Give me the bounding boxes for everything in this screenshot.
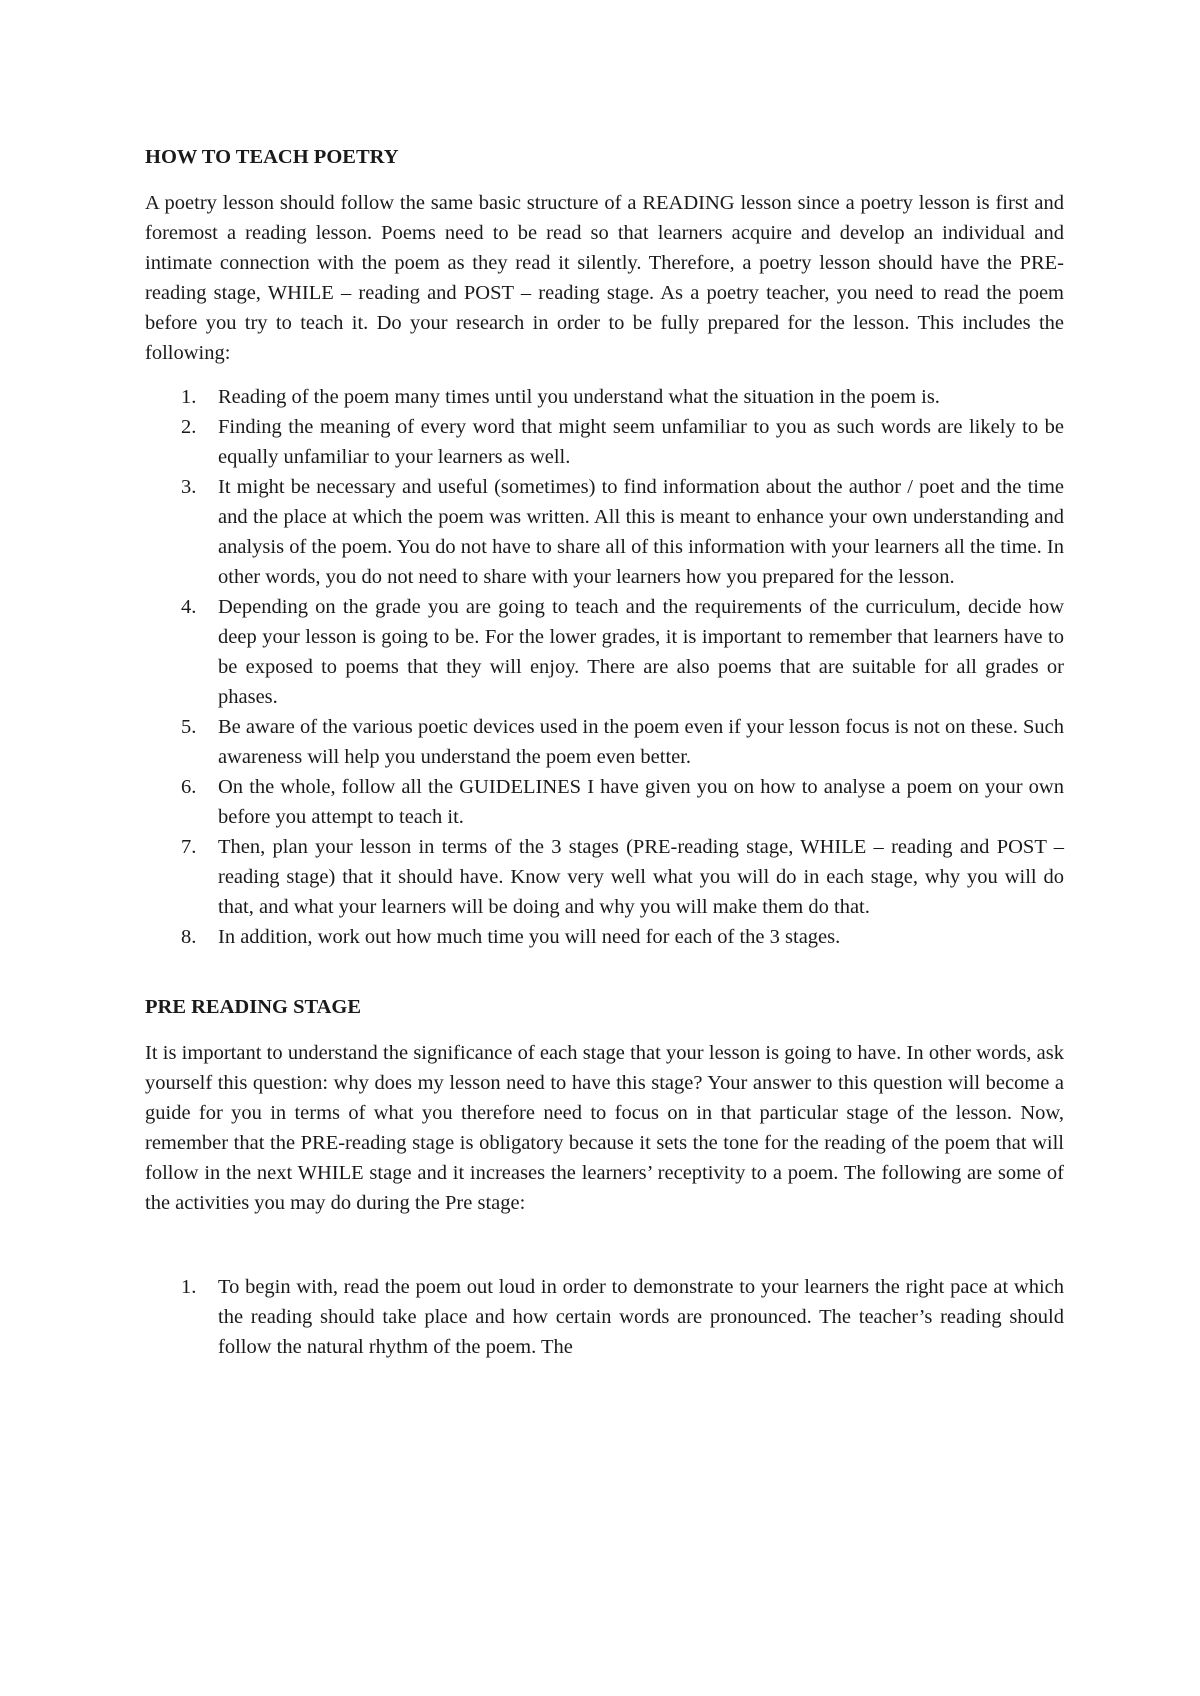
list-number: 7.: [181, 836, 197, 858]
page-title: HOW TO TEACH POETRY: [145, 146, 399, 168]
section-gap: [145, 952, 1064, 992]
list-item: [145, 412, 1064, 472]
list-item-text: To begin with, read the poem out loud in order to demonstrate to your learners the right pace at which the reading should take place and how certain words are pronounced. The teacher’s reading should follow the natural rhythm of the poem. The: [218, 1276, 1064, 1358]
section-heading: PRE READING STAGE: [145, 996, 362, 1018]
list-item-text: Be aware of the various poetic devices used in the poem even if your lesson focus is not on these. Such awareness will help you understand the poem even better.: [218, 716, 1064, 768]
list-item-text: It might be necessary and useful (sometimes) to find information about the author / poet and the time and the place at which the poem was written. All this is meant to enhance your own understanding and analysis of the poem. You do not have to share all of this information with your learners all the time. In other words, you do not need to share with your learners how you prepared for the lesson.: [218, 476, 1064, 588]
list-item: [145, 1272, 1064, 1362]
list-item: [145, 832, 1064, 922]
list-item: [145, 592, 1064, 712]
list-item-text: Reading of the poem many times until you understand what the situation in the poem is.: [218, 386, 940, 408]
pre-reading-paragraph: It is important to understand the significance of each stage that your lesson is going to have. In other words, ask yourself this question: why does my lesson need to have this stage? Your answer to this question will become a guide for you in terms of what you therefore need to focus on in that particular stage of the lesson. Now, remember that the PRE-reading stage is obligatory because it sets the tone for the reading of the poem that will follow in the next WHILE stage and it increases the learners’ receptivity to a poem. The following are some of the activities you may do during the Pre stage:: [145, 1042, 1064, 1214]
list-number: 8.: [181, 926, 197, 948]
list-item: [145, 712, 1064, 772]
list-item: [145, 472, 1064, 592]
list-number: 1.: [181, 1276, 197, 1298]
list-number: 5.: [181, 716, 197, 738]
list-item-text: On the whole, follow all the GUIDELINES I have given you on how to analyse a poem on your own before you attempt to teach it.: [218, 776, 1064, 828]
list-number: 3.: [181, 476, 197, 498]
list-item-text: Finding the meaning of every word that might seem unfamiliar to you as such words are likely to be equally unfamiliar to your learners as well.: [218, 416, 1064, 468]
list-number: 6.: [181, 776, 197, 798]
preparation-list: [145, 382, 1064, 952]
list-number: 2.: [181, 416, 197, 438]
list-item-text: Then, plan your lesson in terms of the 3 stages (PRE-reading stage, WHILE – reading and POST – reading stage) that it should have. Know very well what you will do in each stage, why you will do that, and what your learners will be doing and why you will make them do that.: [218, 836, 1064, 918]
list-number: 1.: [181, 386, 197, 408]
list-item-text: In addition, work out how much time you will need for each of the 3 stages.: [218, 926, 841, 948]
list-item-text: Depending on the grade you are going to teach and the requirements of the curriculum, decide how deep your lesson is going to be. For the lower grades, it is important to remember that learners have to be exposed to poems that they will enjoy. There are also poems that are suitable for all grades or phases.: [218, 596, 1064, 708]
intro-paragraph: A poetry lesson should follow the same basic structure of a READING lesson since a poetry lesson is first and foremost a reading lesson. Poems need to be read so that learners acquire and develop an individual and intimate connection with the poem as they read it silently. Therefore, a poetry lesson should have the PRE-reading stage, WHILE – reading and POST – reading stage. As a poetry teacher, you need to read the poem before you try to teach it. Do your research in order to be fully prepared for the lesson. This includes the following:: [145, 192, 1064, 364]
list-item: [145, 772, 1064, 832]
list-item: [145, 382, 1064, 412]
list-number: 4.: [181, 596, 197, 618]
pre-reading-activities-list: [145, 1272, 1064, 1362]
list-item: [145, 922, 1064, 952]
